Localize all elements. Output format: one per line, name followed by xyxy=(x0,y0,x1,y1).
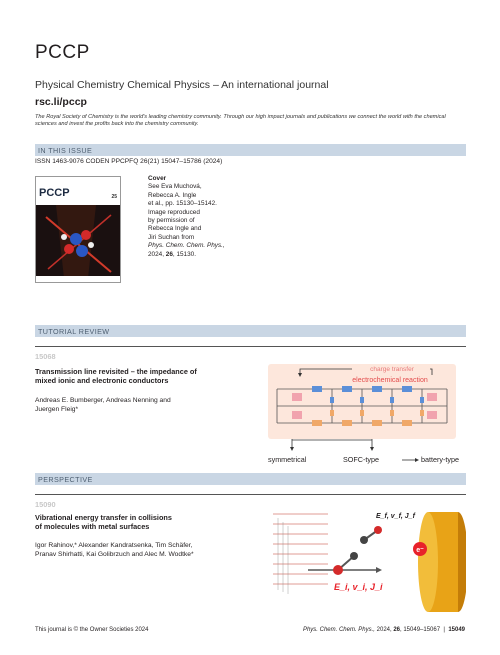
footer-journal: Phys. Chem. Chem. Phys., xyxy=(302,627,375,633)
issn-line: ISSN 1463-9076 CODEN PPCPFQ 26(21) 15047–15786 (2024) xyxy=(35,158,223,165)
figure-label-reaction: electrochemical reaction xyxy=(352,377,428,384)
title-line: Transmission line revisited – the impedance of xyxy=(35,367,197,376)
authors-line: Pranav Shirhatti, Kai Golibrzuch and Alec M. Wodtke* xyxy=(35,550,194,558)
section-bar-perspective xyxy=(35,473,466,485)
section-bar-in-this-issue xyxy=(35,144,466,156)
figure-label-symmetrical: symmetrical xyxy=(268,455,307,464)
label-initial-state: E_i, v_i, J_i xyxy=(334,582,383,592)
cover-citation-volume: 26 xyxy=(165,250,173,258)
article-authors xyxy=(35,542,265,559)
journal-title: PCCP xyxy=(35,42,90,63)
cover-line: Jiri Suchan from xyxy=(148,233,195,241)
footer-separator: | xyxy=(443,627,445,633)
cover-citation-year: 2024, xyxy=(148,250,164,258)
footer-volume: 26 xyxy=(393,627,401,633)
electron-label: e⁻ xyxy=(416,547,424,554)
cover-line: Rebecca Ingle and xyxy=(148,225,202,233)
authors-line: Igor Rahinov,* Alexander Kandratsenka, Tim Schäfer, xyxy=(35,542,193,549)
figure-label-charge-transfer: charge transfer xyxy=(370,366,414,373)
title-line: Vibrational energy transfer in collisions xyxy=(35,513,172,522)
cover-line: by permission of xyxy=(148,217,195,225)
section-rule xyxy=(35,494,466,495)
article-page-number[interactable]: 15090 xyxy=(35,500,56,509)
title-line: mixed ionic and electronic conductors xyxy=(35,376,169,386)
authors-line: Juergen Fleig* xyxy=(35,405,79,413)
journal-url[interactable]: rsc.li/pccp xyxy=(35,96,87,108)
footer-copyright: This journal is © the Owner Societies 2024 xyxy=(35,627,149,633)
cover-image[interactable] xyxy=(35,176,121,283)
cover-line: Image reproduced xyxy=(148,208,200,216)
cover-journal-title: PCCP xyxy=(39,187,70,199)
section-rule xyxy=(35,346,466,347)
section-label: IN THIS ISSUE xyxy=(38,145,93,155)
cover-heading: Cover xyxy=(148,175,167,182)
cover-citation xyxy=(148,251,258,259)
footer-pages: , 15049–15067 xyxy=(400,627,441,633)
cover-citation-journal: Phys. Chem. Chem. Phys., xyxy=(148,242,225,250)
section-label: PERSPECTIVE xyxy=(38,474,93,484)
cover-line: See Eva Muchová, xyxy=(148,183,202,191)
footer-page-number: 15049 xyxy=(448,627,465,633)
article-authors xyxy=(35,397,220,414)
figure-label-sofc: SOFC-type xyxy=(343,455,379,464)
cover-description xyxy=(148,175,258,259)
label-final-state: E_f, v_f, J_f xyxy=(376,513,415,520)
article-title[interactable] xyxy=(35,513,250,531)
cover-citation-page: , 15130. xyxy=(172,250,196,258)
journal-full-name: Physical Chemistry Chemical Physics – An international journal xyxy=(35,79,329,91)
society-blurb: The Royal Society of Chemistry is the world's leading chemistry community. Through our high impact journals and publications we connect the world with the chemical sciences and invest the profits back into the chemistry community. xyxy=(35,114,446,128)
graphical-abstract-vibrational-transfer[interactable] xyxy=(268,500,466,612)
cover-artwork xyxy=(36,177,121,283)
footer-year: 2024, xyxy=(376,627,392,633)
article-page-number[interactable]: 15068 xyxy=(35,352,56,361)
graphical-abstract-transmission-line[interactable] xyxy=(262,361,466,466)
figure-label-battery: battery-type xyxy=(421,455,459,464)
article-title[interactable] xyxy=(35,367,250,385)
section-bar-tutorial-review xyxy=(35,325,466,337)
section-label: TUTORIAL REVIEW xyxy=(38,326,110,336)
cover-issue-number: 25 xyxy=(111,194,117,200)
cover-line: et al., pp. 15130–15142. xyxy=(148,200,217,208)
cover-footer xyxy=(36,276,120,282)
title-line: of molecules with metal surfaces xyxy=(35,522,150,532)
cover-line: Rebecca A. Ingle xyxy=(148,191,197,199)
footer-citation xyxy=(303,627,465,633)
authors-line: Andreas E. Bumberger, Andreas Nenning and xyxy=(35,397,171,404)
